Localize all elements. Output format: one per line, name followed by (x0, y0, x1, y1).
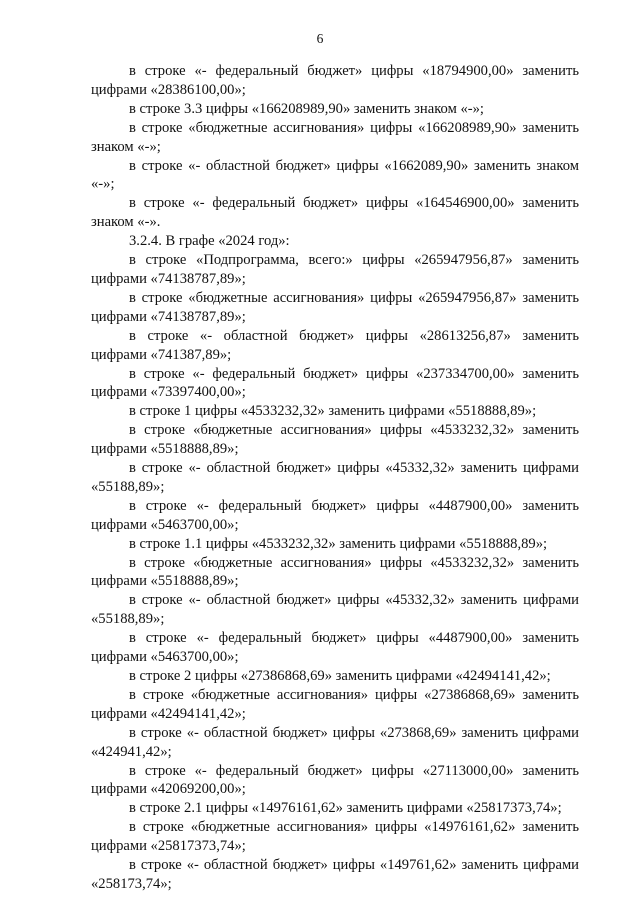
paragraph: в строке «Подпрограмма, всего:» цифры «265947956,87» заменить цифрами «74138787,89»; (91, 252, 579, 287)
paragraph: в строке «бюджетные ассигнования» цифры «4533232,32» заменить цифрами «5518888,89»; (91, 554, 579, 590)
paragraph: в строке «бюджетные ассигнования» цифры «265947956,87» заменить цифрами «74138787,89»; (91, 289, 579, 325)
section-heading: 3.2.4. В графе «2024 год»: (129, 233, 290, 250)
paragraph: в строке «бюджетные ассигнования» цифры «14976161,62» заменить цифрами «25817373,74»; (91, 819, 579, 855)
paragraph: в строке «- областной бюджет» цифры «45332,32» заменить цифрами «55188,89»; (91, 460, 579, 495)
paragraph: в строке «- федеральный бюджет» цифры «237334700,00» заменить цифрами «73397400,00»; (91, 365, 579, 401)
page-number: 6 (316, 31, 324, 46)
paragraph: в строке «- федеральный бюджет» цифры «164546900,00» заменить знаком «-». (91, 195, 579, 231)
paragraph: в строке 2.1 цифры «14976161,62» заменить цифрами «25817373,74»; (129, 800, 562, 817)
paragraph: в строке «- областной бюджет» цифры «28613256,87» заменить цифрами «741387,89»; (91, 327, 579, 363)
paragraph: в строке «- областной бюджет» цифры «149761,62» заменить цифрами «258173,74»; (91, 857, 579, 892)
paragraph: в строке «- федеральный бюджет» цифры «4487900,00» заменить цифрами «5463700,00»; (91, 630, 579, 666)
paragraph: в строке «- федеральный бюджет» цифры «4487900,00» заменить цифрами «5463700,00»; (91, 497, 579, 533)
document-body (91, 62, 579, 894)
paragraph: в строке 1 цифры «4533232,32» заменить цифрами «5518888,89»; (129, 403, 537, 420)
paragraph: в строке 2 цифры «27386868,69» заменить цифрами «42494141,42»; (129, 668, 551, 684)
paragraph: в строке «бюджетные ассигнования» цифры «27386868,69» заменить цифрами «42494141,42»; (91, 686, 579, 722)
paragraph: в строке «- областной бюджет» цифры «45332,32» заменить цифрами «55188,89»; (91, 592, 579, 628)
paragraph: в строке «- областной бюджет» цифры «273868,69» заменить цифрами «424941,42»; (91, 724, 579, 760)
paragraph: в строке «- областной бюджет» цифры «1662089,90» заменить знаком «-»; (91, 157, 579, 193)
paragraph: в строке «- федеральный бюджет» цифры «18794900,00» заменить цифрами «28386100,00»; (91, 63, 579, 98)
paragraph: в строке 1.1 цифры «4533232,32» заменить цифрами «5518888,89»; (129, 535, 548, 552)
paragraph: в строке «бюджетные ассигнования» цифры «4533232,32» заменить цифрами «5518888,89»; (91, 422, 579, 458)
paragraph: в строке «бюджетные ассигнования» цифры «166208989,90» заменить знаком «-»; (91, 119, 579, 155)
paragraph: в строке 3.3 цифры «166208989,90» заменить знаком «-»; (129, 100, 484, 117)
paragraph: в строке «- федеральный бюджет» цифры «27113000,00» заменить цифрами «42069200,00»; (91, 762, 579, 798)
